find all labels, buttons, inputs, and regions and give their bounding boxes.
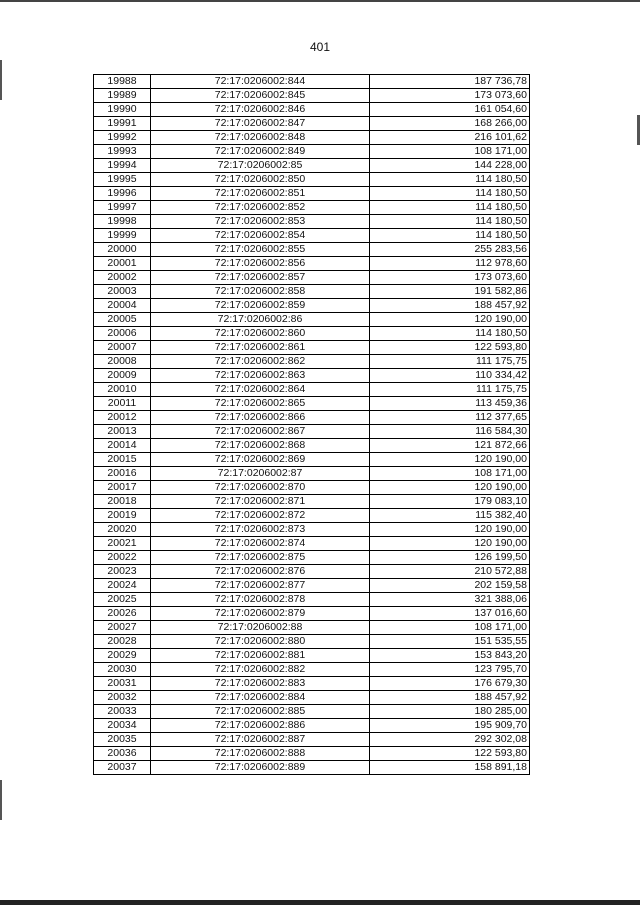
row-number-cell: 19989 <box>94 89 151 103</box>
table-row <box>94 551 530 565</box>
row-number-cell: 20020 <box>94 523 151 537</box>
table-row <box>94 313 530 327</box>
cadastral-value-cell: 202 159,58 <box>370 579 530 593</box>
cadastral-number-cell: 72:17:0206002:864 <box>151 383 370 397</box>
row-number-cell: 20019 <box>94 509 151 523</box>
row-number-cell: 20022 <box>94 551 151 565</box>
row-number-cell: 20027 <box>94 621 151 635</box>
cadastral-number-cell: 72:17:0206002:844 <box>151 75 370 89</box>
table-row <box>94 215 530 229</box>
cadastral-value-cell: 113 459,36 <box>370 397 530 411</box>
cadastral-value-cell: 176 679,30 <box>370 677 530 691</box>
cadastral-value-cell: 255 283,56 <box>370 243 530 257</box>
cadastral-number-cell: 72:17:0206002:853 <box>151 215 370 229</box>
cadastral-value-cell: 116 584,30 <box>370 425 530 439</box>
cadastral-number-cell: 72:17:0206002:875 <box>151 551 370 565</box>
row-number-cell: 20024 <box>94 579 151 593</box>
row-number-cell: 20031 <box>94 677 151 691</box>
row-number-cell: 20032 <box>94 691 151 705</box>
cadastral-value-cell: 108 171,00 <box>370 145 530 159</box>
cadastral-value-cell: 144 228,00 <box>370 159 530 173</box>
cadastral-number-cell: 72:17:0206002:887 <box>151 733 370 747</box>
cadastral-value-cell: 210 572,88 <box>370 565 530 579</box>
cadastral-value-cell: 114 180,50 <box>370 229 530 243</box>
cadastral-number-cell: 72:17:0206002:86 <box>151 313 370 327</box>
cadastral-number-cell: 72:17:0206002:851 <box>151 187 370 201</box>
cadastral-number-cell: 72:17:0206002:863 <box>151 369 370 383</box>
cadastral-value-cell: 122 593,80 <box>370 747 530 761</box>
cadastral-number-cell: 72:17:0206002:866 <box>151 411 370 425</box>
cadastral-number-cell: 72:17:0206002:854 <box>151 229 370 243</box>
table-row <box>94 593 530 607</box>
table-row <box>94 131 530 145</box>
table-row <box>94 719 530 733</box>
cadastral-number-cell: 72:17:0206002:868 <box>151 439 370 453</box>
table-row <box>94 257 530 271</box>
row-number-cell: 20021 <box>94 537 151 551</box>
row-number-cell: 20026 <box>94 607 151 621</box>
cadastral-value-cell: 126 199,50 <box>370 551 530 565</box>
row-number-cell: 20007 <box>94 341 151 355</box>
cadastral-number-cell: 72:17:0206002:877 <box>151 579 370 593</box>
row-number-cell: 19997 <box>94 201 151 215</box>
cadastral-value-cell: 120 190,00 <box>370 481 530 495</box>
cadastral-value-cell: 120 190,00 <box>370 523 530 537</box>
cadastral-number-cell: 72:17:0206002:865 <box>151 397 370 411</box>
row-number-cell: 20035 <box>94 733 151 747</box>
cadastral-value-cell: 188 457,92 <box>370 299 530 313</box>
table-row <box>94 117 530 131</box>
table-row <box>94 621 530 635</box>
cadastral-value-cell: 112 377,65 <box>370 411 530 425</box>
table-row <box>94 103 530 117</box>
row-number-cell: 20017 <box>94 481 151 495</box>
cadastral-number-cell: 72:17:0206002:862 <box>151 355 370 369</box>
table-row <box>94 383 530 397</box>
cadastral-value-cell: 191 582,86 <box>370 285 530 299</box>
row-number-cell: 20004 <box>94 299 151 313</box>
row-number-cell: 20011 <box>94 397 151 411</box>
row-number-cell: 20030 <box>94 663 151 677</box>
row-number-cell: 20036 <box>94 747 151 761</box>
cadastral-value-table <box>93 74 530 775</box>
table-body <box>94 75 530 775</box>
cadastral-number-cell: 72:17:0206002:859 <box>151 299 370 313</box>
cadastral-value-cell: 108 171,00 <box>370 467 530 481</box>
row-number-cell: 20034 <box>94 719 151 733</box>
table-row <box>94 411 530 425</box>
cadastral-value-cell: 161 054,60 <box>370 103 530 117</box>
table-row <box>94 327 530 341</box>
table-row <box>94 761 530 775</box>
row-number-cell: 20002 <box>94 271 151 285</box>
cadastral-number-cell: 72:17:0206002:852 <box>151 201 370 215</box>
table-row <box>94 635 530 649</box>
cadastral-number-cell: 72:17:0206002:88 <box>151 621 370 635</box>
row-number-cell: 20001 <box>94 257 151 271</box>
row-number-cell: 19990 <box>94 103 151 117</box>
cadastral-value-cell: 112 978,60 <box>370 257 530 271</box>
scan-edge-bottom <box>0 900 640 905</box>
row-number-cell: 19992 <box>94 131 151 145</box>
row-number-cell: 19988 <box>94 75 151 89</box>
row-number-cell: 20016 <box>94 467 151 481</box>
table-row <box>94 369 530 383</box>
cadastral-number-cell: 72:17:0206002:846 <box>151 103 370 117</box>
table-row <box>94 187 530 201</box>
table-row <box>94 355 530 369</box>
row-number-cell: 20014 <box>94 439 151 453</box>
cadastral-value-cell: 114 180,50 <box>370 173 530 187</box>
cadastral-number-cell: 72:17:0206002:845 <box>151 89 370 103</box>
cadastral-value-cell: 173 073,60 <box>370 271 530 285</box>
table-row <box>94 439 530 453</box>
cadastral-number-cell: 72:17:0206002:87 <box>151 467 370 481</box>
cadastral-value-cell: 158 891,18 <box>370 761 530 775</box>
cadastral-number-cell: 72:17:0206002:885 <box>151 705 370 719</box>
cadastral-number-cell: 72:17:0206002:873 <box>151 523 370 537</box>
cadastral-value-cell: 151 535,55 <box>370 635 530 649</box>
cadastral-number-cell: 72:17:0206002:872 <box>151 509 370 523</box>
cadastral-number-cell: 72:17:0206002:874 <box>151 537 370 551</box>
table-row <box>94 173 530 187</box>
table-row <box>94 565 530 579</box>
row-number-cell: 20018 <box>94 495 151 509</box>
cadastral-number-cell: 72:17:0206002:876 <box>151 565 370 579</box>
table-row <box>94 523 530 537</box>
cadastral-value-cell: 114 180,50 <box>370 215 530 229</box>
cadastral-number-cell: 72:17:0206002:858 <box>151 285 370 299</box>
cadastral-number-cell: 72:17:0206002:884 <box>151 691 370 705</box>
cadastral-number-cell: 72:17:0206002:883 <box>151 677 370 691</box>
row-number-cell: 19999 <box>94 229 151 243</box>
cadastral-value-cell: 111 175,75 <box>370 355 530 369</box>
cadastral-value-cell: 179 083,10 <box>370 495 530 509</box>
cadastral-value-cell: 121 872,66 <box>370 439 530 453</box>
row-number-cell: 20009 <box>94 369 151 383</box>
table-row <box>94 229 530 243</box>
row-number-cell: 20012 <box>94 411 151 425</box>
row-number-cell: 20029 <box>94 649 151 663</box>
table-row <box>94 733 530 747</box>
cadastral-value-cell: 120 190,00 <box>370 453 530 467</box>
table-row <box>94 341 530 355</box>
cadastral-number-cell: 72:17:0206002:855 <box>151 243 370 257</box>
cadastral-value-cell: 168 266,00 <box>370 117 530 131</box>
cadastral-value-cell: 114 180,50 <box>370 187 530 201</box>
table-row <box>94 607 530 621</box>
cadastral-number-cell: 72:17:0206002:848 <box>151 131 370 145</box>
cadastral-value-cell: 120 190,00 <box>370 537 530 551</box>
row-number-cell: 20006 <box>94 327 151 341</box>
table-row <box>94 299 530 313</box>
table-row <box>94 705 530 719</box>
cadastral-value-cell: 137 016,60 <box>370 607 530 621</box>
table-row <box>94 579 530 593</box>
table-row <box>94 509 530 523</box>
row-number-cell: 19991 <box>94 117 151 131</box>
cadastral-value-cell: 188 457,92 <box>370 691 530 705</box>
cadastral-value-cell: 187 736,78 <box>370 75 530 89</box>
cadastral-number-cell: 72:17:0206002:888 <box>151 747 370 761</box>
cadastral-number-cell: 72:17:0206002:847 <box>151 117 370 131</box>
table-row <box>94 243 530 257</box>
row-number-cell: 19995 <box>94 173 151 187</box>
table-row <box>94 537 530 551</box>
table-row <box>94 649 530 663</box>
table-row <box>94 691 530 705</box>
cadastral-value-cell: 216 101,62 <box>370 131 530 145</box>
cadastral-value-cell: 115 382,40 <box>370 509 530 523</box>
cadastral-value-cell: 173 073,60 <box>370 89 530 103</box>
page-number: 401 <box>309 40 331 54</box>
cadastral-value-cell: 111 175,75 <box>370 383 530 397</box>
scan-edge-top <box>0 0 640 2</box>
table-row <box>94 75 530 89</box>
table-row <box>94 425 530 439</box>
cadastral-value-cell: 120 190,00 <box>370 313 530 327</box>
row-number-cell: 20037 <box>94 761 151 775</box>
table-row <box>94 201 530 215</box>
table-row <box>94 145 530 159</box>
row-number-cell: 20003 <box>94 285 151 299</box>
cadastral-number-cell: 72:17:0206002:889 <box>151 761 370 775</box>
scan-mark-left-lower <box>0 780 2 820</box>
row-number-cell: 20015 <box>94 453 151 467</box>
row-number-cell: 19993 <box>94 145 151 159</box>
cadastral-number-cell: 72:17:0206002:861 <box>151 341 370 355</box>
row-number-cell: 20005 <box>94 313 151 327</box>
cadastral-number-cell: 72:17:0206002:880 <box>151 635 370 649</box>
cadastral-value-cell: 122 593,80 <box>370 341 530 355</box>
cadastral-value-cell: 114 180,50 <box>370 327 530 341</box>
cadastral-number-cell: 72:17:0206002:85 <box>151 159 370 173</box>
cadastral-number-cell: 72:17:0206002:882 <box>151 663 370 677</box>
row-number-cell: 20025 <box>94 593 151 607</box>
cadastral-value-cell: 321 388,06 <box>370 593 530 607</box>
table-row <box>94 285 530 299</box>
row-number-cell: 20000 <box>94 243 151 257</box>
cadastral-number-cell: 72:17:0206002:878 <box>151 593 370 607</box>
cadastral-value-cell: 114 180,50 <box>370 201 530 215</box>
scan-mark-left <box>0 60 2 100</box>
table-row <box>94 495 530 509</box>
cadastral-value-cell: 108 171,00 <box>370 621 530 635</box>
row-number-cell: 20008 <box>94 355 151 369</box>
cadastral-value-cell: 180 285,00 <box>370 705 530 719</box>
cadastral-number-cell: 72:17:0206002:879 <box>151 607 370 621</box>
table-row <box>94 271 530 285</box>
cadastral-number-cell: 72:17:0206002:857 <box>151 271 370 285</box>
row-number-cell: 19998 <box>94 215 151 229</box>
cadastral-number-cell: 72:17:0206002:860 <box>151 327 370 341</box>
cadastral-value-cell: 153 843,20 <box>370 649 530 663</box>
row-number-cell: 20013 <box>94 425 151 439</box>
row-number-cell: 20010 <box>94 383 151 397</box>
row-number-cell: 20023 <box>94 565 151 579</box>
cadastral-number-cell: 72:17:0206002:856 <box>151 257 370 271</box>
table-row <box>94 397 530 411</box>
cadastral-number-cell: 72:17:0206002:849 <box>151 145 370 159</box>
table-row <box>94 747 530 761</box>
row-number-cell: 20033 <box>94 705 151 719</box>
table-row <box>94 453 530 467</box>
cadastral-value-cell: 123 795,70 <box>370 663 530 677</box>
row-number-cell: 19994 <box>94 159 151 173</box>
table-row <box>94 467 530 481</box>
row-number-cell: 19996 <box>94 187 151 201</box>
cadastral-number-cell: 72:17:0206002:867 <box>151 425 370 439</box>
table-row <box>94 481 530 495</box>
table-row <box>94 677 530 691</box>
table-row <box>94 89 530 103</box>
row-number-cell: 20028 <box>94 635 151 649</box>
cadastral-value-cell: 110 334,42 <box>370 369 530 383</box>
cadastral-number-cell: 72:17:0206002:850 <box>151 173 370 187</box>
cadastral-number-cell: 72:17:0206002:871 <box>151 495 370 509</box>
cadastral-number-cell: 72:17:0206002:886 <box>151 719 370 733</box>
cadastral-number-cell: 72:17:0206002:881 <box>151 649 370 663</box>
cadastral-value-cell: 195 909,70 <box>370 719 530 733</box>
cadastral-number-cell: 72:17:0206002:870 <box>151 481 370 495</box>
cadastral-number-cell: 72:17:0206002:869 <box>151 453 370 467</box>
table-row <box>94 159 530 173</box>
table-row <box>94 663 530 677</box>
cadastral-value-cell: 292 302,08 <box>370 733 530 747</box>
